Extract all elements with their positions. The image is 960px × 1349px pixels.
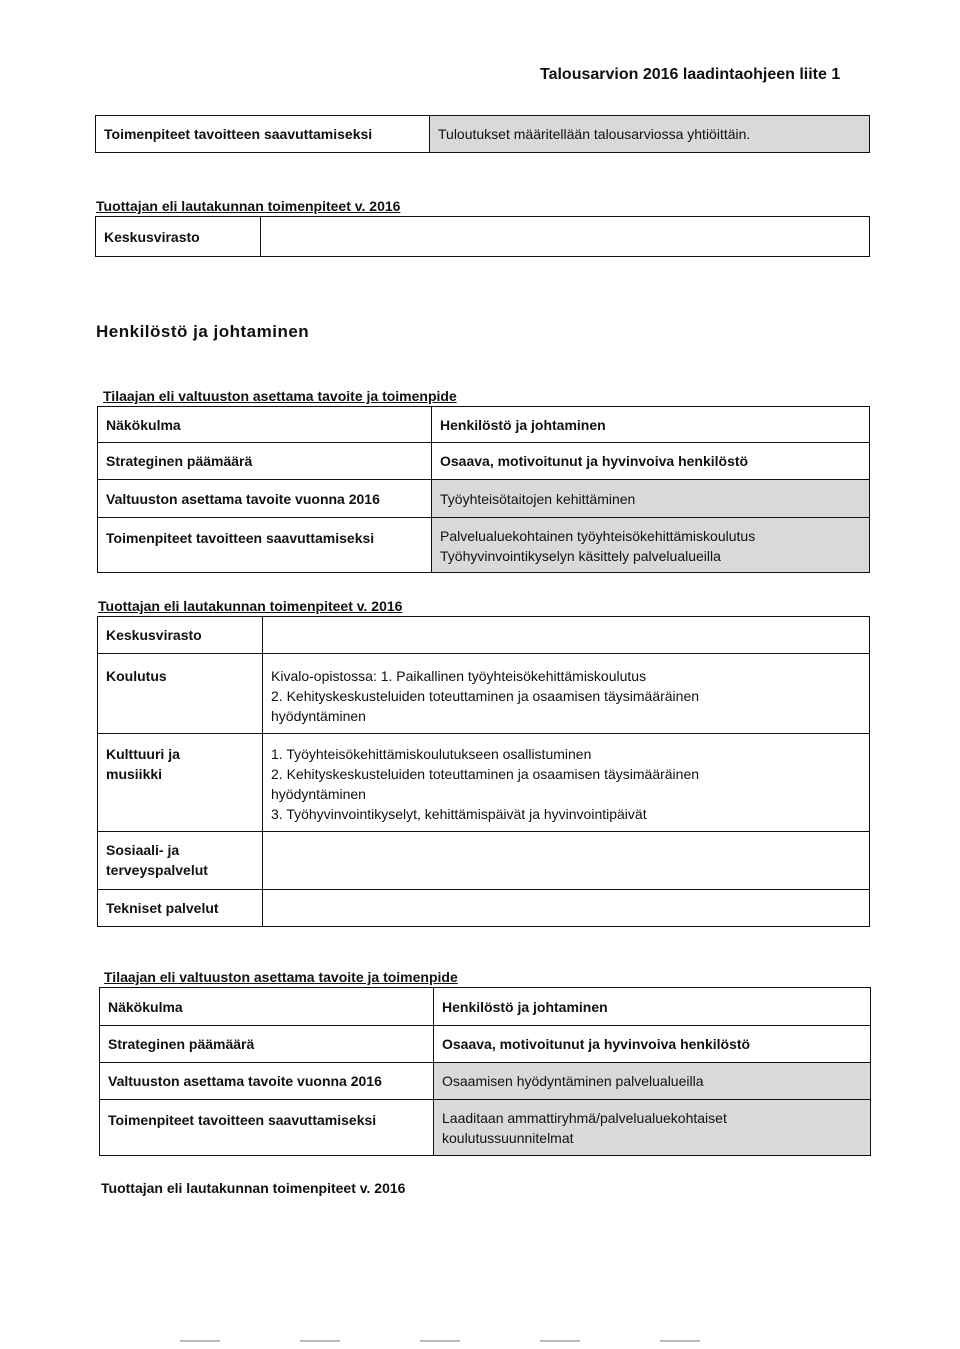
top-table bbox=[95, 115, 870, 153]
office-table-2-header-value bbox=[263, 617, 870, 654]
producer-caption-2: Tuottajan eli lautakunnan toimenpiteet v. 2016 bbox=[98, 598, 403, 614]
office-row-sosiaali-label: Sosiaali- ja terveyspalvelut bbox=[98, 832, 263, 890]
orderer-caption-2: Tilaajan eli valtuuston asettama tavoite ja toimenpide bbox=[104, 969, 458, 985]
office-table-2-label: Keskusvirasto bbox=[98, 617, 263, 654]
goal-2-perspective-value: Henkilöstö ja johtaminen bbox=[434, 988, 871, 1026]
goal-2-target-label: Valtuuston asettama tavoite vuonna 2016 bbox=[100, 1063, 434, 1100]
goal-1-actions-label: Toimenpiteet tavoitteen saavuttamiseksi bbox=[98, 518, 432, 573]
office-table-1-label: Keskusvirasto bbox=[96, 217, 261, 257]
goal-1-perspective-label: Näkökulma bbox=[98, 407, 432, 443]
office-row-tekniset-value bbox=[263, 890, 870, 927]
goal-2-strategic-label: Strateginen päämäärä bbox=[100, 1026, 434, 1063]
page-title: Talousarvion 2016 laadintaohjeen liite 1 bbox=[540, 66, 841, 83]
top-table-label: Toimenpiteet tavoitteen saavuttamiseksi bbox=[96, 116, 430, 153]
top-table-value: Tuloutukset määritellään talousarviossa yhtiöittäin. bbox=[430, 116, 870, 153]
goal-2-actions-label: Toimenpiteet tavoitteen saavuttamiseksi bbox=[100, 1100, 434, 1156]
office-table-1-value bbox=[261, 217, 870, 257]
producer-caption-3: Tuottajan eli lautakunnan toimenpiteet v. 2016 bbox=[101, 1180, 406, 1196]
goal-1-strategic-value: Osaava, motivoitunut ja hyvinvoiva henkilöstö bbox=[432, 443, 870, 480]
goal-1-perspective-value: Henkilöstö ja johtaminen bbox=[432, 407, 870, 443]
goal-1-actions-value: Palvelualuekohtainen työyhteisökehittämiskoulutus Työhyvinvointikyselyn käsittely palvelualueilla bbox=[432, 518, 870, 573]
section-heading: Henkilöstö ja johtaminen bbox=[96, 322, 310, 341]
office-row-koulutus-value: Kivalo-opistossa: 1. Paikallinen työyhteisökehittämiskoulutus 2. Kehityskeskusteluiden toteuttaminen ja osaamisen täysimääräinen hyödyntäminen bbox=[263, 654, 870, 734]
goal-1-target-label: Valtuuston asettama tavoite vuonna 2016 bbox=[98, 480, 432, 518]
orderer-caption-1: Tilaajan eli valtuuston asettama tavoite ja toimenpide bbox=[103, 388, 457, 404]
goal-1-strategic-label: Strateginen päämäärä bbox=[98, 443, 432, 480]
goal-table-1 bbox=[97, 406, 870, 573]
office-table-2 bbox=[97, 616, 870, 927]
office-row-kulttuuri-value: 1. Työyhteisökehittämiskoulutukseen osallistuminen 2. Kehityskeskusteluiden toteuttaminen ja osaamisen täysimääräinen hyödyntäminen 3. Työhyvinvointikyselyt, kehittämispäivät ja hyvinvointipäivät bbox=[263, 734, 870, 832]
office-row-koulutus-label: Koulutus bbox=[98, 654, 263, 734]
scan-edge-marks bbox=[180, 1340, 720, 1342]
office-row-sosiaali-value bbox=[263, 832, 870, 890]
goal-2-target-value: Osaamisen hyödyntäminen palvelualueilla bbox=[434, 1063, 871, 1100]
producer-caption-1: Tuottajan eli lautakunnan toimenpiteet v. 2016 bbox=[96, 198, 401, 214]
goal-2-actions-value: Laaditaan ammattiryhmä/palvelualuekohtaiset koulutussuunnitelmat bbox=[434, 1100, 871, 1156]
office-table-1 bbox=[95, 216, 870, 257]
office-row-kulttuuri-label: Kulttuuri ja musiikki bbox=[98, 734, 263, 832]
goal-table-2 bbox=[99, 987, 871, 1156]
goal-2-strategic-value: Osaava, motivoitunut ja hyvinvoiva henkilöstö bbox=[434, 1026, 871, 1063]
goal-2-perspective-label: Näkökulma bbox=[100, 988, 434, 1026]
goal-1-target-value: Työyhteisötaitojen kehittäminen bbox=[432, 480, 870, 518]
office-row-tekniset-label: Tekniset palvelut bbox=[98, 890, 263, 927]
